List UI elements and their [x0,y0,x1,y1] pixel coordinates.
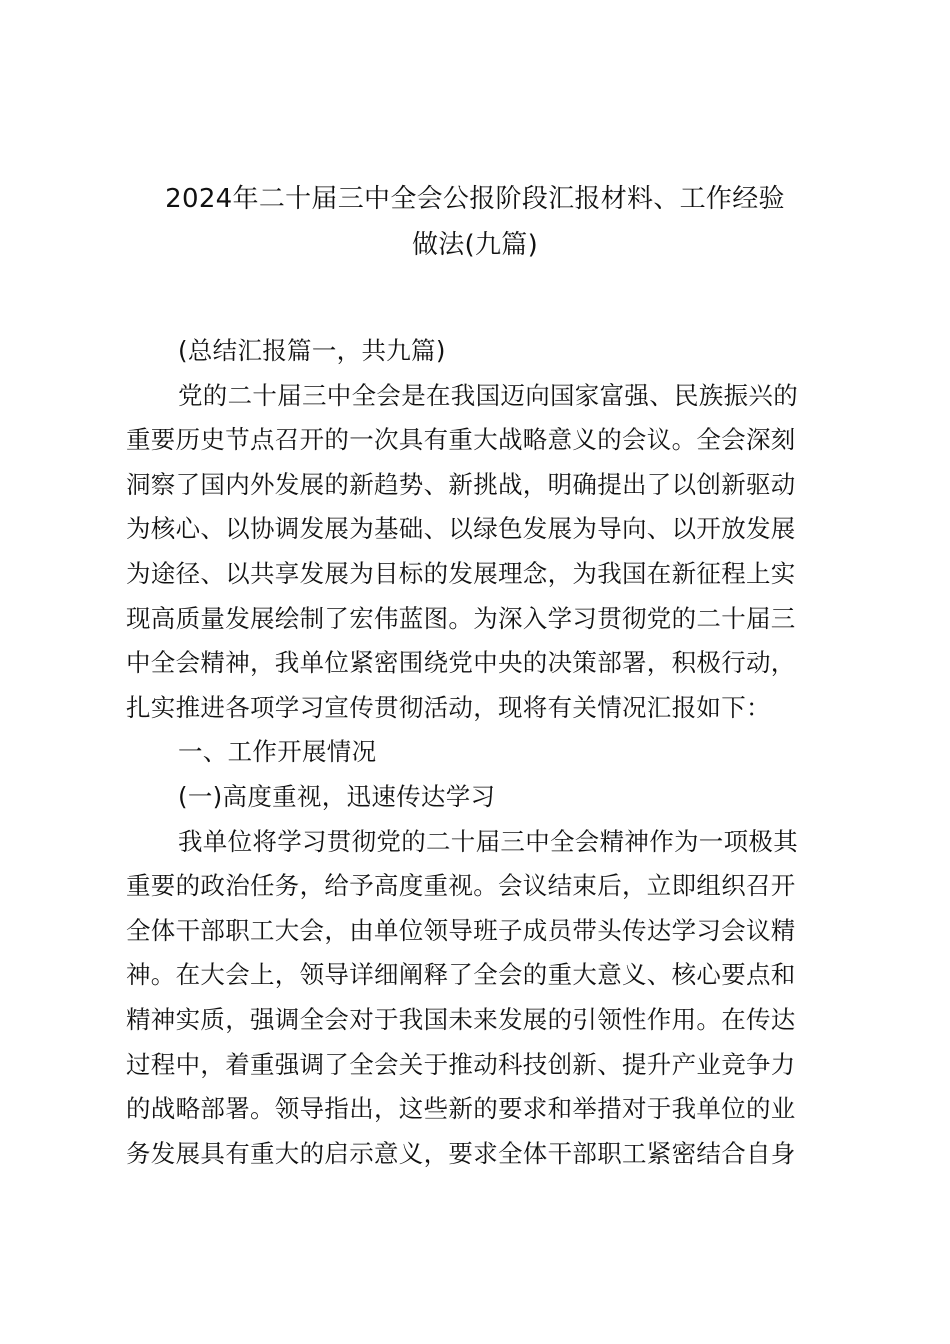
body-text-line: 为途径、以共享发展为目标的发展理念，为我国在新征程上实 [126,558,796,588]
body-text-line: 现高质量发展绘制了宏伟蓝图。为深入学习贯彻党的二十届三 [126,603,796,633]
title-line-2: 做法(九篇) [411,230,539,260]
body-text-line: 扎实推进各项学习宣传贯彻活动，现将有关情况汇报如下： [126,692,771,722]
body-text-line: 的战略部署。领导指出，这些新的要求和举措对于我单位的业 [126,1094,796,1124]
body-text-line: 我单位将学习贯彻党的二十届三中全会精神作为一项极其 [178,826,798,856]
body-text-line: 务发展具有重大的启示意义，要求全体干部职工紧密结合自身 [126,1138,796,1168]
body-text-line: 党的二十届三中全会是在我国迈向国家富强、民族振兴的 [178,380,798,410]
body-text-line: 过程中，着重强调了全会关于推动科技创新、提升产业竞争力 [126,1049,796,1079]
body-text-line: 神。在大会上，领导详细阐释了全会的重大意义、核心要点和 [126,960,796,990]
body-text-line: (总结汇报篇一，共九篇) [178,336,446,365]
body-text-line: 洞察了国内外发展的新趋势、新挑战，明确提出了以创新驱动 [126,469,796,499]
title-line-1: 2024年二十届三中全会公报阶段汇报材料、工作经验 [165,184,785,214]
body-text-line: 精神实质，强调全会对于我国未来发展的引领性作用。在传达 [126,1004,796,1034]
document-body [126,329,826,1176]
document-title [110,176,840,268]
body-text-line: 全体干部职工大会，由单位领导班子成员带头传达学习会议精 [126,915,796,945]
body-text-line: 一、工作开展情况 [178,737,377,767]
body-text-line: 重要历史节点召开的一次具有重大战略意义的会议。全会深刻 [126,425,796,455]
body-text-line: 重要的政治任务，给予高度重视。会议结束后，立即组织召开 [126,871,796,901]
body-text-line: 为核心、以协调发展为基础、以绿色发展为导向、以开放发展 [126,514,796,544]
body-text-line: (一)高度重视，迅速传达学习 [178,781,496,811]
body-text-line: 中全会精神，我单位紧密围绕党中央的决策部署，积极行动， [126,648,796,678]
